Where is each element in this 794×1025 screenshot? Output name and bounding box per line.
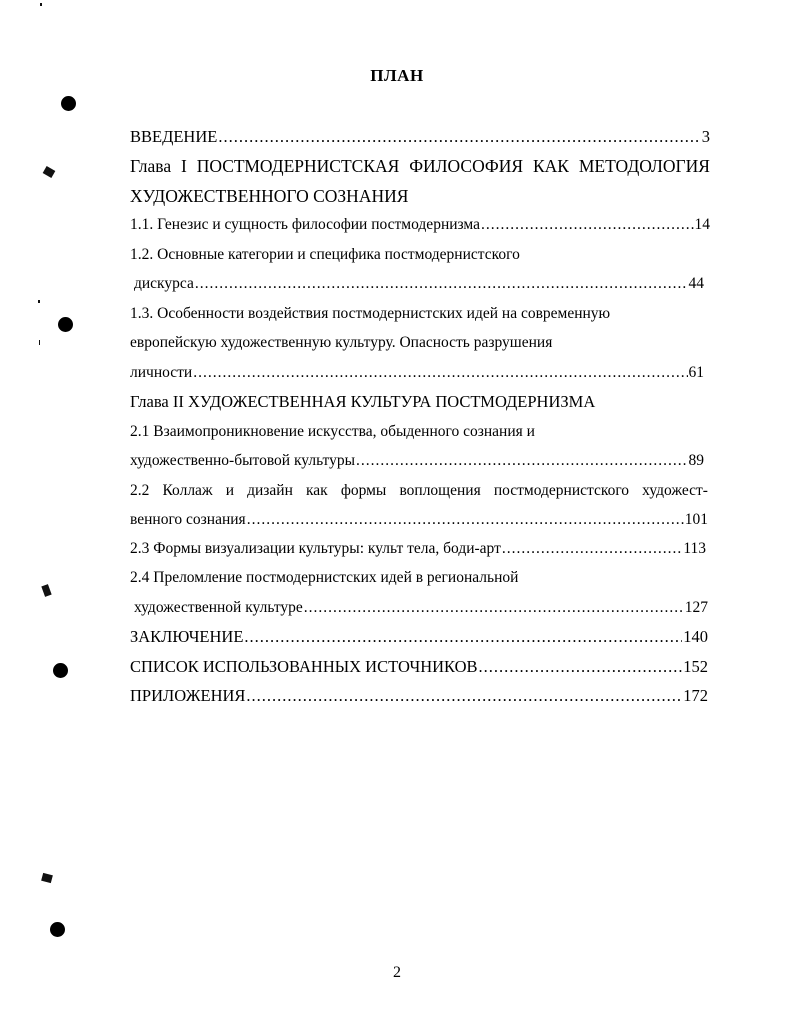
line-word: как xyxy=(306,482,328,499)
toc-page-number: 44 xyxy=(688,275,704,292)
scan-speck xyxy=(40,3,42,6)
dot-leader xyxy=(246,685,682,707)
line-word: и xyxy=(225,482,235,499)
binder-hole-4 xyxy=(50,922,65,937)
toc-label: личности xyxy=(130,364,193,381)
dot-leader xyxy=(195,273,688,295)
binder-hole-3 xyxy=(53,663,68,678)
toc-chapter-1-heading-line2: ХУДОЖЕСТВЕННОГО СОЗНАНИЯ xyxy=(130,186,409,206)
heading-word: I xyxy=(181,156,187,176)
scan-speck xyxy=(38,300,40,303)
toc-entry-1-3-line2: европейскую художественную культуру. Опасность разрушения xyxy=(130,334,553,351)
line-word: формы xyxy=(340,482,387,499)
toc-entry-2-4-line1: 2.4 Преломление постмодернистских идей в региональной xyxy=(130,569,519,586)
scan-speck xyxy=(39,340,40,345)
toc-label: 2.3 Формы визуализации культуры: культ тела, боди-арт xyxy=(130,540,501,557)
toc-label: венного сознания xyxy=(130,511,246,528)
line-word: дизайн xyxy=(247,482,293,499)
scan-speck xyxy=(41,584,51,597)
toc-label: СПИСОК ИСПОЛЬЗОВАННЫХ ИСТОЧНИКОВ xyxy=(130,657,478,676)
scan-speck xyxy=(41,873,53,883)
dot-leader xyxy=(304,597,684,619)
dot-leader xyxy=(193,362,687,384)
toc-entry-conclusion[interactable] xyxy=(130,626,708,648)
toc-page-number: 101 xyxy=(684,511,708,528)
heading-word: КАК xyxy=(532,156,569,176)
scan-speck xyxy=(43,166,56,178)
dot-leader xyxy=(356,450,687,472)
toc-label: художественно-бытовой культуры xyxy=(130,452,356,469)
toc-entry-appendix[interactable] xyxy=(130,685,708,707)
toc-page-number: 140 xyxy=(683,627,708,646)
toc-page-number: 89 xyxy=(688,452,704,469)
toc-page-number: 113 xyxy=(683,540,706,557)
line-word: воплощения xyxy=(399,482,481,499)
heading-word: МЕТОДОЛОГИЯ xyxy=(578,156,710,176)
toc-page-number: 172 xyxy=(683,686,708,705)
toc-entry-1-1[interactable] xyxy=(130,214,710,236)
toc-chapter-1-heading[interactable] xyxy=(130,155,710,177)
line-word: 2.2 xyxy=(130,482,150,499)
toc-label: ЗАКЛЮЧЕНИЕ xyxy=(130,627,244,646)
toc-entry-1-2[interactable] xyxy=(134,273,704,295)
toc-chapter-2-heading[interactable]: Глава II ХУДОЖЕСТВЕННАЯ КУЛЬТУРА ПОСТМОДЕРНИЗМА xyxy=(130,392,596,411)
toc-entry-sources[interactable] xyxy=(130,656,708,678)
dot-leader xyxy=(502,538,682,560)
page-number: 2 xyxy=(393,964,401,981)
dot-leader xyxy=(218,126,700,148)
heading-word: ПОСТМОДЕРНИСТСКАЯ xyxy=(196,156,400,176)
toc-entry-2-2[interactable] xyxy=(130,509,708,531)
toc-label: 1.1. Генезис и сущность философии постмодернизма xyxy=(130,216,481,233)
toc-page-number: 14 xyxy=(694,216,710,233)
toc-page-number: 61 xyxy=(688,364,704,381)
toc-label: художественной культуре xyxy=(134,599,303,616)
dot-leader xyxy=(247,509,684,531)
dot-leader xyxy=(244,626,682,648)
toc-entry-2-2-line1 xyxy=(130,480,708,502)
toc-entry-2-3[interactable] xyxy=(130,538,706,560)
toc-page-number: 152 xyxy=(683,657,708,676)
toc-entry-1-2-line1: 1.2. Основные категории и специфика постмодернистского xyxy=(130,246,520,263)
line-word: постмодернистского xyxy=(493,482,630,499)
line-word: художест- xyxy=(642,482,708,499)
heading-word: Глава xyxy=(130,156,172,176)
dot-leader xyxy=(479,656,683,678)
toc-entry-2-1-line1: 2.1 Взаимопроникновение искусства, обыденного сознания и xyxy=(130,423,535,440)
line-word: Коллаж xyxy=(162,482,213,499)
heading-word: ФИЛОСОФИЯ xyxy=(409,156,524,176)
toc-entry-2-4[interactable] xyxy=(134,597,708,619)
page-title: ПЛАН xyxy=(370,66,424,85)
toc-label: ВВЕДЕНИЕ xyxy=(130,127,218,146)
binder-hole-1 xyxy=(61,96,76,111)
toc-page-number: 3 xyxy=(701,127,710,146)
toc-label: ПРИЛОЖЕНИЯ xyxy=(130,686,246,705)
toc-entry-2-1[interactable] xyxy=(130,450,704,472)
toc-entry-intro[interactable] xyxy=(130,126,710,148)
binder-hole-2 xyxy=(58,317,73,332)
dot-leader xyxy=(481,214,693,236)
toc-page-number: 127 xyxy=(684,599,708,616)
toc-entry-1-3-line1: 1.3. Особенности воздействия постмодернистских идей на современную xyxy=(130,305,611,322)
toc-label: дискурса xyxy=(134,275,194,292)
toc-entry-1-3[interactable] xyxy=(130,362,704,384)
